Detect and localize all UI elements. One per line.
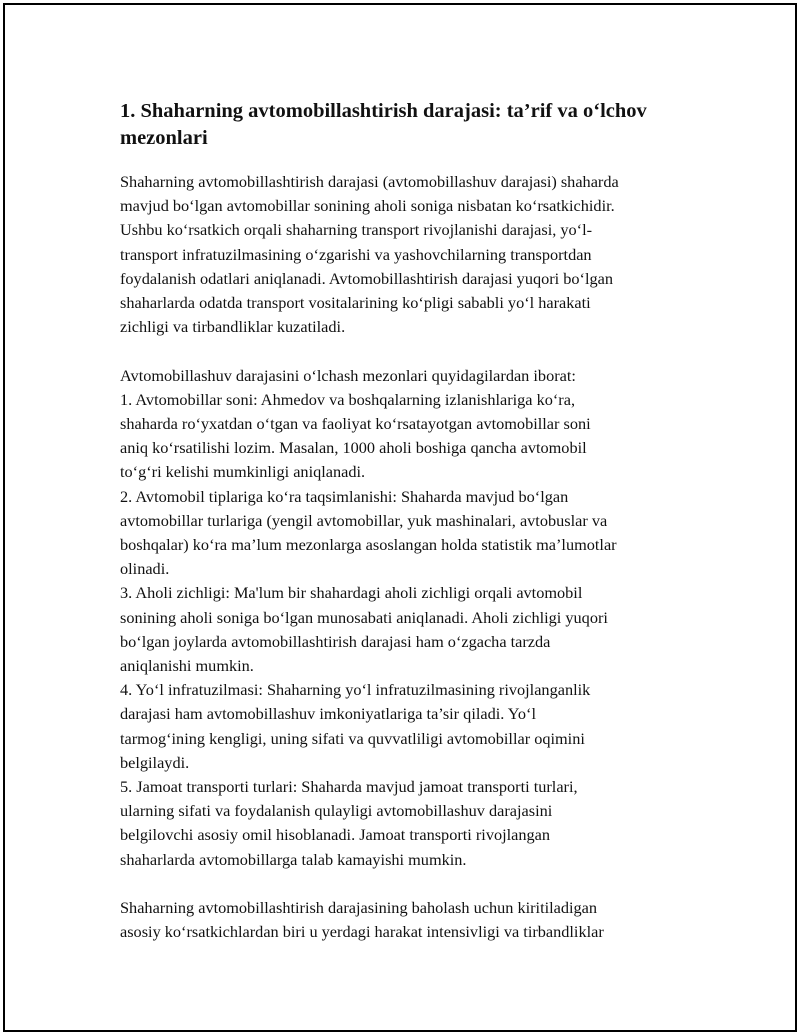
intro-paragraph [120, 170, 695, 339]
text-line: to‘g‘ri kelishi mumkinligi aniqlanadi. [120, 462, 366, 482]
text-line: 2. Avtomobil tiplariga ko‘ra taqsimlanishi: Shaharda mavjud bo‘lgan [120, 486, 569, 506]
text-line: aniqlanishi mumkin. [120, 656, 254, 676]
text-line: asosiy ko‘rsatkichlardan biri u yerdagi harakat intensivligi va tirbandliklar [120, 922, 604, 942]
text-line: avtomobillar turlariga (yengil avtomobillar, yuk mashinalari, avtobuslar va [120, 510, 608, 530]
text-line: shaharda ro‘yxatdan o‘tgan va faoliyat ko‘rsatayotgan avtomobillar soni [120, 414, 591, 434]
text-line: shaharlarda avtomobillarga talab kamayishi mumkin. [120, 849, 467, 869]
text-line: Ushbu ko‘rsatkich orqali shaharning transport rivojlanishi darajasi, yo‘l- [120, 220, 593, 240]
document-body [120, 98, 695, 944]
text-line: 5. Jamoat transporti turlari: Shaharda mavjud jamoat transporti turlari, [120, 777, 578, 797]
text-line: darajasi ham avtomobillashuv imkoniyatlariga ta’sir qiladi. Yo‘l [120, 704, 537, 724]
text-line: belgilaydi. [120, 752, 190, 772]
text-line: bo‘lgan joylarda avtomobillashtirish darajasi ham o‘zgacha tarzda [120, 631, 551, 651]
text-line: 4. Yo‘l infratuzilmasi: Shaharning yo‘l infratuzilmasining rivojlanganlik [120, 680, 591, 700]
section-heading [120, 98, 695, 152]
paragraph-spacer [120, 339, 695, 363]
heading-line: 1. Shaharning avtomobillashtirish darajasi: ta’rif va o‘lchov [120, 100, 647, 122]
text-line: Shaharning avtomobillashtirish darajasi (avtomobillashuv darajasi) shaharda [120, 172, 619, 191]
heading-line: mezonlari [120, 127, 208, 149]
closing-paragraph [120, 896, 695, 944]
text-line: zichligi va tirbandliklar kuzatiladi. [120, 317, 346, 337]
text-line: 3. Aholi zichligi: Ma'lum bir shahardagi aholi zichligi orqali avtomobil [120, 583, 583, 603]
text-line: tarmog‘ining kengligi, uning sifati va quvvatliligi avtomobillar oqimini [120, 728, 585, 748]
text-line: shaharlarda odatda transport vositalarining ko‘pligi sababli yo‘l harakati [120, 293, 591, 313]
text-line: olinadi. [120, 559, 170, 579]
text-line: aniq ko‘rsatilishi lozim. Masalan, 1000 aholi boshiga qancha avtomobil [120, 438, 587, 458]
text-line: sonining aholi soniga bo‘lgan munosabati aniqlanadi. Aholi zichligi yuqori [120, 607, 608, 627]
text-line: Shaharning avtomobillashtirish darajasining baholash uchun kiritiladigan [120, 898, 598, 918]
text-line: foydalanish odatlari aniqlanadi. Avtomobillashtirish darajasi yuqori bo‘lgan [120, 268, 613, 288]
text-line: 1. Avtomobillar soni: Ahmedov va boshqalarning izlanishlariga ko‘ra, [120, 389, 576, 409]
page-frame [3, 3, 797, 1032]
text-line: Avtomobillashuv darajasini o‘lchash mezonlari quyidagilardan iborat: [120, 365, 576, 385]
paragraph-spacer [120, 872, 695, 896]
text-line: ularning sifati va foydalanish qulayligi avtomobillashuv darajasini [120, 801, 553, 821]
text-line: boshqalar) ko‘ra ma’lum mezonlarga asoslangan holda statistik ma’lumotlar [120, 535, 617, 555]
text-line: belgilovchi asosiy omil hisoblanadi. Jamoat transporti rivojlangan [120, 825, 551, 845]
text-line: mavjud bo‘lgan avtomobillar sonining aholi soniga nisbatan ko‘rsatkichidir. [120, 196, 615, 216]
criteria-paragraph [120, 364, 695, 872]
text-line: transport infratuzilmasining o‘zgarishi va yashovchilarning transportdan [120, 244, 592, 264]
